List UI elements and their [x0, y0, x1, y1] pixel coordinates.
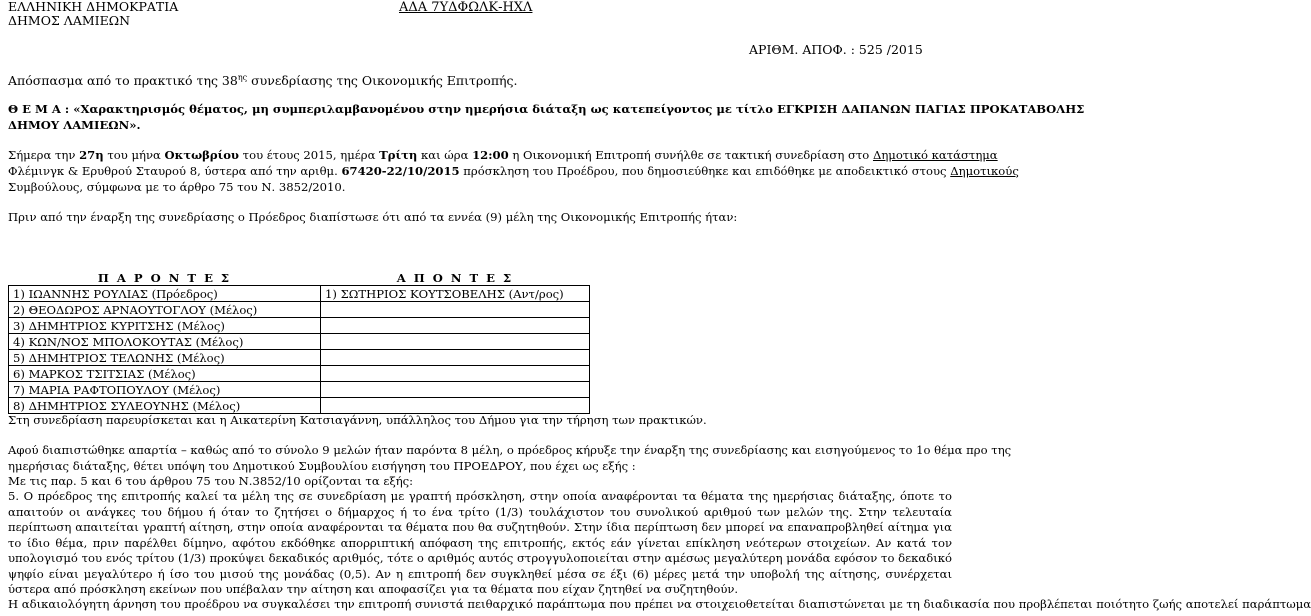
present-member: 2) ΘΕΟΔΩΡΟΣ ΑΡΝΑΟΥΤΟΓΛΟΥ (Μέλος): [9, 302, 321, 318]
body-p1-line-2: ημερήσιας διάταξης, θέτει υπόψη του Δημοτικού Συμβουλίου εισήγηση του ΠΡΟΕΔΡΟΥ, που έχει ως εξής :: [8, 459, 636, 473]
excerpt-line: [8, 71, 518, 88]
intro-line-1: [8, 148, 998, 164]
body-p4: Η αδικαιολόγητη άρνηση του προέδρου να συγκαλέσει την επιτροπή συνιστά πειθαρχικό παράπτωμα που πρέπει να στοιχειοθετείται διαπιστώνεται με τη διαδικασία που προβλέπεται ποιότητο ζωής αποτελεί παράπτωμα: [8, 597, 1311, 611]
absent-member-empty: [321, 366, 590, 382]
intro-t4: και ώρα: [417, 148, 473, 162]
present-member: 6) ΜΑΡΚΟΣ ΤΣΙΤΣΙΑΣ (Μέλος): [9, 366, 321, 382]
body-p2: Με τις παρ. 5 και 6 του άρθρου 75 του Ν.3852/10 ορίζονται τα εξής:: [8, 474, 414, 488]
present-member: 3) ΔΗΜΗΤΡΙΟΣ ΚΥΡΙΤΣΗΣ (Μέλος): [9, 318, 321, 334]
meeting-day: 27η: [79, 148, 104, 162]
absent-member-empty: [321, 350, 590, 366]
org-line-2: ΔΗΜΟΣ ΛΑΜΙΕΩΝ: [8, 13, 131, 28]
subject-line-1: Θ Ε Μ Α : «Χαρακτηρισμός θέματος, μη συμπεριλαμβανομένου στην ημερήσια διάταξη ως κατεπείγοντος με τίτλο ΕΓΚΡΙΣΗ ΔΑΠΑΝΩΝ ΠΑΓΙΑΣ ΠΡΟΚΑΤΑΒΟΛΗΣ: [8, 102, 1085, 116]
absent-member: 1) ΣΩΤΗΡΙΟΣ ΚΟΥΤΣΟΒΕΛΗΣ (Αντ/ρος): [321, 286, 590, 302]
present-member: 7) ΜΑΡΙΑ ΡΑΦΤΟΠΟΥΛΟΥ (Μέλος): [9, 382, 321, 398]
subject-line-2: ΔΗΜΟΥ ΛΑΜΙΕΩΝ».: [8, 118, 141, 132]
table-row: [9, 286, 590, 302]
org-line-1: ΕΛΛΗΝΙΚΗ ΔΗΜΟΚΡΑΤΙΑ: [8, 0, 179, 14]
absent-heading: Α Π Ο Ν Τ Ε Σ: [396, 270, 514, 285]
present-member: 4) ΚΩΝ/ΝΟΣ ΜΠΟΛΟΚΟΥΤΑΣ (Μέλος): [9, 334, 321, 350]
meeting-weekday: Τρίτη: [379, 148, 418, 162]
attendance-table: [8, 270, 590, 414]
table-row: [9, 302, 590, 318]
decision-number: ΑΡΙΘΜ. ΑΠΟΦ. : 525 /2015: [749, 42, 923, 57]
attendance-header-row: [9, 270, 590, 286]
absent-member-empty: [321, 302, 590, 318]
table-row: [9, 398, 590, 414]
absent-member-empty: [321, 318, 590, 334]
intro-line2-rest: πρόσκληση του Προέδρου, που δημοσιεύθηκε και επιδόθηκε με αποδεικτικό στους: [459, 164, 951, 178]
excerpt-sup: ης: [237, 73, 248, 82]
table-row: [9, 318, 590, 334]
meeting-time: 12:00: [472, 148, 509, 162]
table-row: [9, 334, 590, 350]
absent-member-empty: [321, 334, 590, 350]
intro-t1: Σήμερα την: [8, 148, 80, 162]
absent-member-empty: [321, 398, 590, 414]
quorum-text: Πριν από την έναρξη της συνεδρίασης ο Πρόεδρος διαπίστωσε ότι από τα εννέα (9) μέλη της Οικονομικής Επιτροπής ήταν:: [8, 210, 738, 224]
present-member: 5) ΔΗΜΗΤΡΙΟΣ ΤΕΛΩΝΗΣ (Μέλος): [9, 350, 321, 366]
body-p3: 5. Ο πρόεδρος της επιτροπής καλεί τα μέλη της σε συνεδρίαση με γραπτή πρόσκληση, στην οποία αναφέρονται τα θέματα της ημερήσιας διάταξης, όποτε το απαιτούν οι ανάγκες του δήμου ή όταν το ζητήσει ο δήμαρχος ή το ένα τρίτο (1/3) τουλάχιστον του συνολικού αριθμού των μελών της. Στην τελευταία περίπτωση απαιτείται γραπτή αίτηση, στην οποία αναφέρονται τα θέματα που θα συζητηθούν. Στην ίδια περίπτωση δεν μπορεί να επαναπροβληθεί αίτημα για το ίδιο θέμα, πριν παρέλθει δίμηνο, αφότου εκδόθηκε απορριπτική απόφαση της επιτροπής, εκτός εάν γίνεται επίκληση νεότερων στοιχείων. Αν κατά τον υπολογισμό του ενός τρίτου (1/3) προκύψει δεκαδικός αριθμός, τότε ο αριθμός αυτός στρογγυλοποιείται στην αμέσως μεγαλύτερη μονάδα εφόσον το δεκαδικό ψηφίο είναι μεγαλύτερο ή ίσο του μισού της μονάδας (0,5). Αν η επιτροπή δεν συγκληθεί μέσα σε έξι (6) μέρες μετά την υποβολή της αίτησης, συνέρχεται ύστερα από πρόσκληση εκείνων που υπέβαλαν την αίτηση και αποφασίζει για τα θέματα που είχαν ζητηθεί να συζητηθούν.: [8, 489, 952, 596]
table-row: [9, 366, 590, 382]
intro-t2: του μήνα: [103, 148, 165, 162]
table-row: [9, 382, 590, 398]
secretary-text: Στη συνεδρίαση παρευρίσκεται και η Αικατερίνη Κατσιαγάννη, υπάλληλος του Δήμου για την τήρηση των πρακτικών.: [8, 413, 707, 427]
ada-code: ΑΔΑ 7ΥΔΦΩΛΚ-ΗΧΛ: [399, 0, 533, 15]
recipients: Δημοτικούς: [950, 164, 1019, 178]
present-member: 8) ΔΗΜΗΤΡΙΟΣ ΣΥΛΕΟΥΝΗΣ (Μέλος): [9, 398, 321, 414]
meeting-month: Οκτωβρίου: [164, 148, 239, 162]
body-p1-line-1: Αφού διαπιστώθηκε απαρτία – καθώς από το σύνολο 9 μελών ήταν παρόντα 8 μέλη, ο πρόεδρος κήρυξε την έναρξη της συνεδρίασης και εισηγούμενος το 1ο θέμα προ της: [8, 443, 1012, 457]
intro-t5: η Οικονομική Επιτροπή συνήλθε σε τακτική συνεδρίαση στο: [508, 148, 873, 162]
excerpt-pre: Απόσπασμα από το πρακτικό της 38: [8, 73, 238, 89]
intro-line-2: [8, 164, 1019, 180]
table-row: [9, 350, 590, 366]
excerpt-post: συνεδρίασης της Οικονομικής Επιτροπής.: [247, 73, 518, 89]
intro-t3: του έτους 2015, ημέρα: [238, 148, 380, 162]
invitation-number: 67420-22/10/2015: [341, 164, 460, 178]
intro-line2-text: Φλέμινγκ & Ερυθρού Σταυρού 8, ύστερα από την αριθμ.: [8, 164, 342, 178]
absent-member-empty: [321, 382, 590, 398]
meeting-place: Δημοτικό κατάστημα: [872, 148, 998, 162]
present-heading: Π Α Ρ Ο Ν Τ Ε Σ: [97, 270, 232, 285]
intro-line-3: Συμβούλους, σύμφωνα με το άρθρο 75 του Ν. 3852/2010.: [8, 180, 346, 194]
present-member: 1) ΙΩΑΝΝΗΣ ΡΟΥΛΙΑΣ (Πρόεδρος): [9, 286, 321, 302]
